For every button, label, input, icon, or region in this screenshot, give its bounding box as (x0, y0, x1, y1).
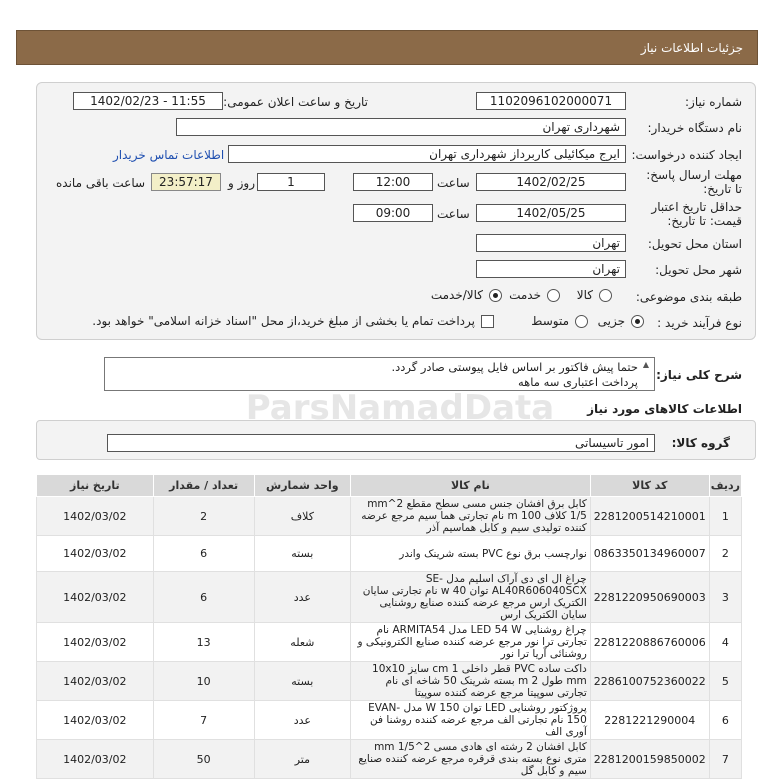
description-line-2: پرداخت اعتباری سه ماهه (518, 375, 638, 389)
cell-name: چراغ روشنایی LED 54 W مدل ARMITA54 نام تجارتی ترا نور مرجع عرضه کننده صنایع الکترونیکی و روشنائی آریا ترا نور (351, 623, 591, 662)
description-textarea[interactable] (104, 357, 655, 391)
cell-code: 0863350134960007 (590, 536, 709, 572)
table-row[interactable] (37, 662, 742, 701)
remaining-label: ساعت باقی مانده (56, 176, 146, 190)
cell-code: 2281220886760006 (590, 623, 709, 662)
need-number-field: 1102096102000071 (476, 92, 626, 110)
validity-date-field: 1402/05/25 (476, 204, 626, 222)
cell-need-date: 1402/03/02 (37, 740, 154, 779)
radio-icon (547, 289, 560, 302)
table-row[interactable] (37, 536, 742, 572)
creator-field: ایرج میکائیلی کاربرداز شهرداری تهران (228, 145, 626, 163)
cell-quantity: 7 (153, 701, 254, 740)
validity-time-label: ساعت (437, 207, 470, 221)
cell-code: 2281200159850002 (590, 740, 709, 779)
cell-name: چراغ ال ای دی آراک اسلیم مدل SE-AL40R606040SCX توان 40 w نام تجارتی سایان الکتریک ارس مرجع عرضه کننده صنایع روشنایی سایان الکتریک ارس (351, 572, 591, 623)
validity-label: حداقل تاریخ اعتبار قیمت: تا تاریخ: (651, 200, 742, 228)
deadline-date-field: 1402/02/25 (476, 173, 626, 191)
cell-code: 2281221290004 (590, 701, 709, 740)
page-title: جزئیات اطلاعات نیاز (640, 40, 743, 55)
table-row[interactable] (37, 623, 742, 662)
buyer-contact-link[interactable]: اطلاعات تماس خریدار (113, 148, 225, 162)
cell-unit: عدد (254, 701, 350, 740)
cell-quantity: 10 (153, 662, 254, 701)
cell-name: کابل افشان 2 رشته ای هادی مسی 2^mm 1/5 متری نوع بسته بندی قرقره مرجع عرضه کننده صنایع سیم و کابل گل (351, 740, 591, 779)
category-radio-goods[interactable]: کالا (577, 288, 612, 302)
goods-group-label: گروه کالا: (671, 436, 730, 450)
buyer-field: شهرداری تهران (176, 118, 626, 136)
cell-need-date: 1402/03/02 (37, 572, 154, 623)
goods-group-field: امور تاسیساتی (107, 434, 655, 452)
cell-code: 2281200514210001 (590, 497, 709, 536)
cell-row-number: 4 (709, 623, 741, 662)
col-header-unit: واحد شمارش (254, 475, 350, 497)
cell-code: 2286100752360022 (590, 662, 709, 701)
deadline-time-field: 12:00 (353, 173, 433, 191)
process-radio-medium[interactable]: متوسط (531, 314, 588, 328)
deadline-time-label: ساعت (437, 176, 470, 190)
cell-row-number: 1 (709, 497, 741, 536)
cell-need-date: 1402/03/02 (37, 701, 154, 740)
scroll-up-icon[interactable]: ▲ (642, 360, 650, 369)
days-field: 1 (257, 173, 325, 191)
table-row[interactable] (37, 572, 742, 623)
col-header-row-number: ردیف (709, 475, 741, 497)
checkbox-icon (481, 315, 494, 328)
deadline-label: مهلت ارسال پاسخ: تا تاریخ: (646, 168, 742, 196)
validity-time-field: 09:00 (353, 204, 433, 222)
buyer-label: نام دستگاه خریدار: (647, 121, 742, 135)
treasury-payment-checkbox[interactable]: پرداخت تمام یا بخشی از مبلغ خرید،از محل "اسناد خزانه اسلامی" خواهد بود. (92, 314, 494, 328)
announce-label: تاریخ و ساعت اعلان عمومی: (223, 95, 368, 109)
radio-selected-icon (489, 289, 502, 302)
need-number-label: شماره نیاز: (685, 95, 742, 109)
cell-name: نوارچسب برق نوع PVC بسته شرینک واندر (351, 536, 591, 572)
table-row[interactable] (37, 701, 742, 740)
cell-row-number: 5 (709, 662, 741, 701)
cell-need-date: 1402/03/02 (37, 623, 154, 662)
cell-name: پروژکتور روشنایی LED توان 150 W مدل EVAN-150 نام تجارتی الف مرجع عرضه کننده روشنا فن آوری الف (351, 701, 591, 740)
col-header-code: کد کالا (590, 475, 709, 497)
cell-quantity: 2 (153, 497, 254, 536)
creator-label: ایجاد کننده درخواست: (631, 148, 742, 162)
days-label: روز و (228, 176, 255, 190)
table-header-row (37, 475, 742, 497)
cell-name: داکت ساده PVC قطر داخلی 1 cm سایز 10x10 mm طول 2 m بسته شرینک 50 شاخه ای نام تجارتی سوپیتا مرجع عرضه کننده سوپیتا (351, 662, 591, 701)
table-row[interactable] (37, 497, 742, 536)
category-radio-goods-service[interactable]: کالا/خدمت (431, 288, 502, 302)
cell-need-date: 1402/03/02 (37, 497, 154, 536)
cell-quantity: 13 (153, 623, 254, 662)
cell-need-date: 1402/03/02 (37, 536, 154, 572)
category-radio-service[interactable]: خدمت (509, 288, 560, 302)
announce-field: 1402/02/23 - 11:55 (73, 92, 223, 110)
cell-unit: عدد (254, 572, 350, 623)
province-label: استان محل تحویل: (647, 237, 742, 251)
remaining-time-field: 23:57:17 (151, 173, 221, 191)
cell-name: کابل برق افشان جنس مسی سطح مقطع 2^mm 1/5 کلاف 100 m نام تجارتی هما سیم مرجع عرضه کننده تولیدی سیم و کابل هماسیم آذر (351, 497, 591, 536)
radio-selected-icon (631, 315, 644, 328)
cell-row-number: 6 (709, 701, 741, 740)
goods-table (36, 474, 742, 779)
cell-quantity: 6 (153, 572, 254, 623)
description-label: شرح کلی نیاز: (656, 368, 742, 382)
cell-unit: بسته (254, 536, 350, 572)
cell-unit: کلاف (254, 497, 350, 536)
cell-unit: متر (254, 740, 350, 779)
process-radio-minor[interactable]: جزیی (598, 314, 644, 328)
goods-section-title: اطلاعات کالاهای مورد نیاز (587, 402, 742, 416)
cell-code: 2281220950690003 (590, 572, 709, 623)
cell-quantity: 6 (153, 536, 254, 572)
city-label: شهر محل تحویل: (655, 263, 742, 277)
category-label: طبقه بندی موضوعی: (635, 290, 742, 304)
cell-unit: شعله (254, 623, 350, 662)
col-header-quantity: تعداد / مقدار (153, 475, 254, 497)
cell-need-date: 1402/03/02 (37, 662, 154, 701)
radio-icon (575, 315, 588, 328)
cell-row-number: 3 (709, 572, 741, 623)
col-header-name: نام کالا (351, 475, 591, 497)
cell-row-number: 7 (709, 740, 741, 779)
watermark-text: ParsNamadData (245, 388, 555, 428)
page-header (16, 30, 758, 65)
col-header-need-date: تاریخ نیاز (37, 475, 154, 497)
description-line-1: حتما پیش فاکتور بر اساس فایل پیوستی صادر گردد. (391, 360, 638, 374)
province-field: تهران (476, 234, 626, 252)
table-row[interactable] (37, 740, 742, 779)
radio-icon (599, 289, 612, 302)
cell-row-number: 2 (709, 536, 741, 572)
city-field: تهران (476, 260, 626, 278)
cell-quantity: 50 (153, 740, 254, 779)
cell-unit: بسته (254, 662, 350, 701)
process-label: نوع فرآیند خرید : (657, 316, 742, 330)
